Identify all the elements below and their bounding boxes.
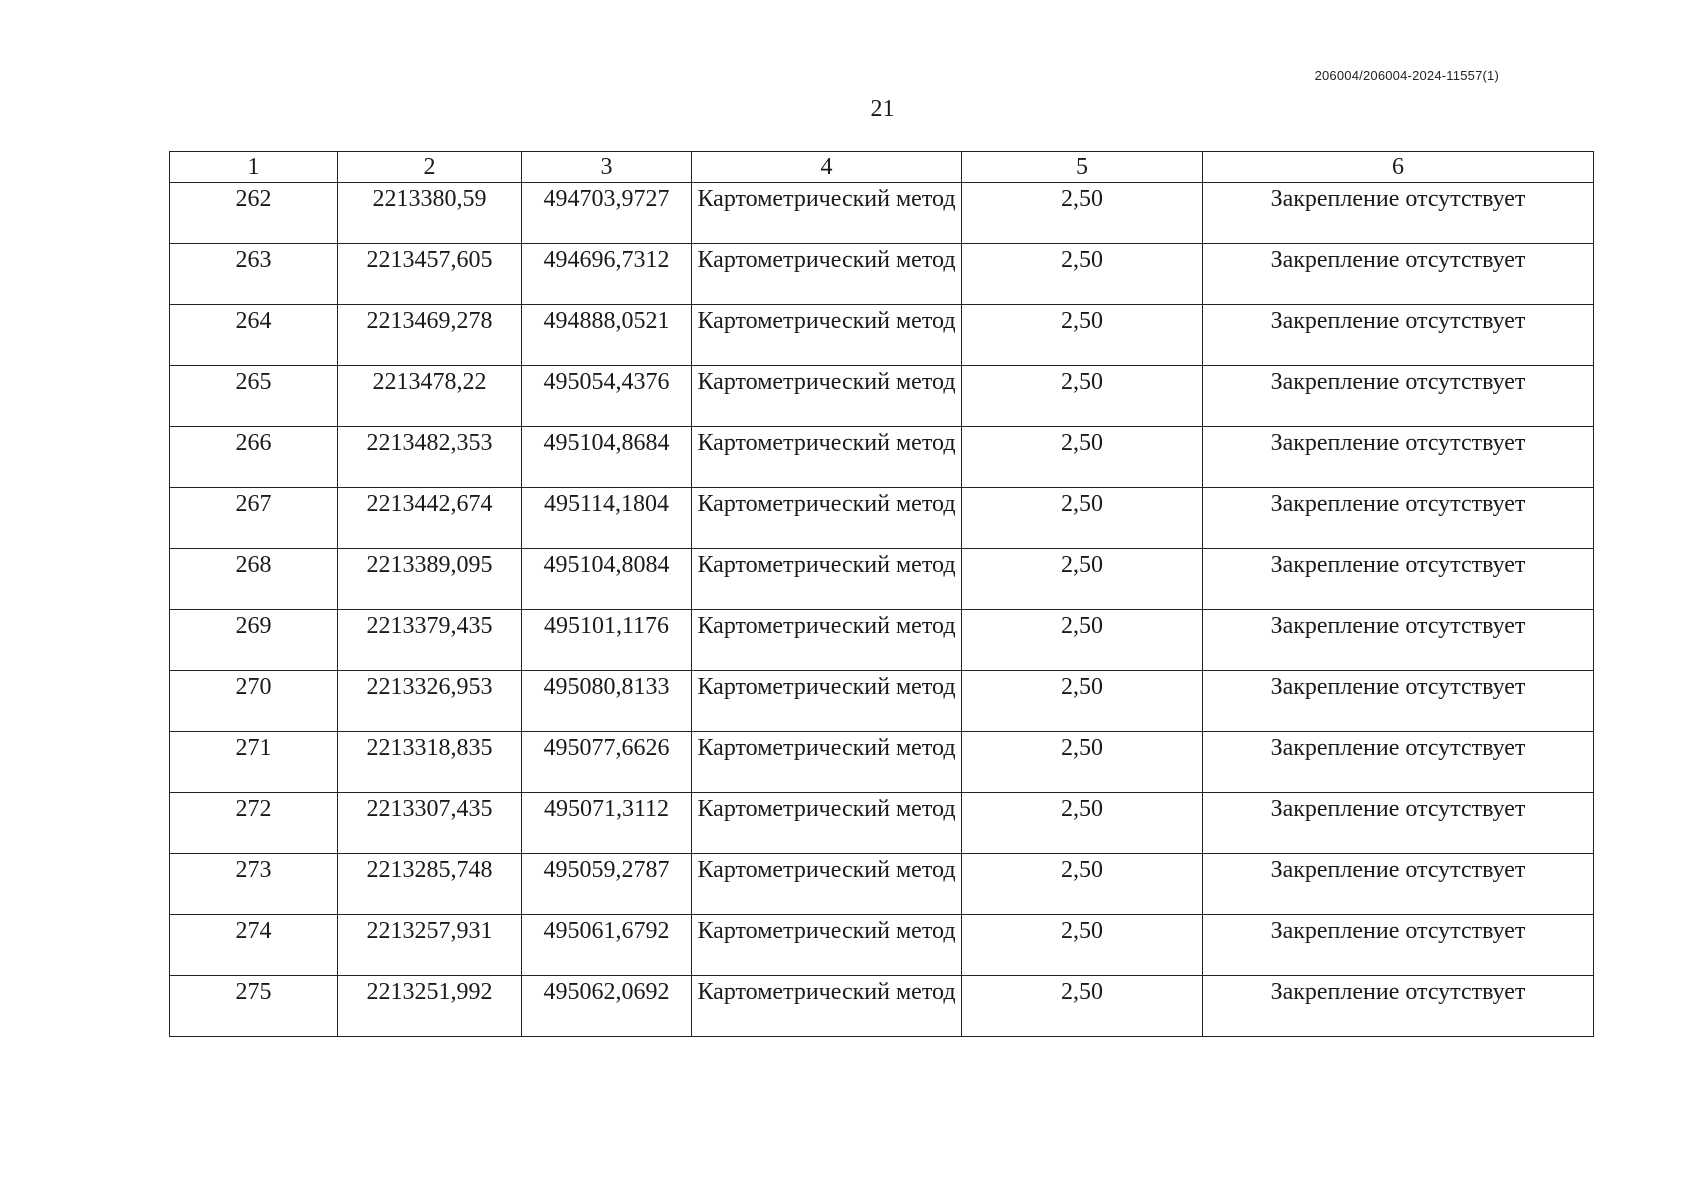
table-row (170, 854, 1594, 915)
table-row (170, 610, 1594, 671)
accuracy-cell: 2,50 (962, 915, 1203, 976)
x-coordinate-cell: 2213318,835 (338, 732, 522, 793)
fixing-description-cell: Закрепление отсутствует (1203, 976, 1594, 1037)
point-number-cell: 275 (170, 976, 338, 1037)
point-number-cell: 262 (170, 183, 338, 244)
method-cell: Картометрический метод (692, 793, 962, 854)
accuracy-cell: 2,50 (962, 244, 1203, 305)
accuracy-cell: 2,50 (962, 366, 1203, 427)
coordinates-table (169, 151, 1594, 1037)
fixing-description-cell: Закрепление отсутствует (1203, 366, 1594, 427)
column-header-3: 3 (522, 152, 692, 183)
method-cell: Картометрический метод (692, 244, 962, 305)
fixing-description-cell: Закрепление отсутствует (1203, 549, 1594, 610)
table-row (170, 488, 1594, 549)
x-coordinate-cell: 2213442,674 (338, 488, 522, 549)
y-coordinate-cell: 495054,4376 (522, 366, 692, 427)
x-coordinate-cell: 2213379,435 (338, 610, 522, 671)
y-coordinate-cell: 494888,0521 (522, 305, 692, 366)
column-header-4: 4 (692, 152, 962, 183)
table-row (170, 366, 1594, 427)
accuracy-cell: 2,50 (962, 732, 1203, 793)
y-coordinate-cell: 495104,8084 (522, 549, 692, 610)
y-coordinate-cell: 495077,6626 (522, 732, 692, 793)
column-header-2: 2 (338, 152, 522, 183)
method-cell: Картометрический метод (692, 183, 962, 244)
fixing-description-cell: Закрепление отсутствует (1203, 183, 1594, 244)
accuracy-cell: 2,50 (962, 793, 1203, 854)
table-row (170, 732, 1594, 793)
column-header-6: 6 (1203, 152, 1594, 183)
method-cell: Картометрический метод (692, 732, 962, 793)
fixing-description-cell: Закрепление отсутствует (1203, 244, 1594, 305)
point-number-cell: 273 (170, 854, 338, 915)
fixing-description-cell: Закрепление отсутствует (1203, 915, 1594, 976)
table-row (170, 976, 1594, 1037)
accuracy-cell: 2,50 (962, 488, 1203, 549)
x-coordinate-cell: 2213478,22 (338, 366, 522, 427)
x-coordinate-cell: 2213285,748 (338, 854, 522, 915)
method-cell: Картометрический метод (692, 915, 962, 976)
accuracy-cell: 2,50 (962, 854, 1203, 915)
x-coordinate-cell: 2213326,953 (338, 671, 522, 732)
accuracy-cell: 2,50 (962, 671, 1203, 732)
x-coordinate-cell: 2213482,353 (338, 427, 522, 488)
fixing-description-cell: Закрепление отсутствует (1203, 854, 1594, 915)
page-number: 21 (870, 96, 895, 122)
table-row (170, 305, 1594, 366)
point-number-cell: 265 (170, 366, 338, 427)
x-coordinate-cell: 2213389,095 (338, 549, 522, 610)
fixing-description-cell: Закрепление отсутствует (1203, 488, 1594, 549)
table-body (170, 183, 1594, 1037)
point-number-cell: 274 (170, 915, 338, 976)
table-row (170, 427, 1594, 488)
y-coordinate-cell: 495101,1176 (522, 610, 692, 671)
method-cell: Картометрический метод (692, 488, 962, 549)
method-cell: Картометрический метод (692, 610, 962, 671)
accuracy-cell: 2,50 (962, 976, 1203, 1037)
fixing-description-cell: Закрепление отсутствует (1203, 793, 1594, 854)
y-coordinate-cell: 494703,9727 (522, 183, 692, 244)
y-coordinate-cell: 495114,1804 (522, 488, 692, 549)
x-coordinate-cell: 2213457,605 (338, 244, 522, 305)
accuracy-cell: 2,50 (962, 549, 1203, 610)
fixing-description-cell: Закрепление отсутствует (1203, 427, 1594, 488)
y-coordinate-cell: 495071,3112 (522, 793, 692, 854)
method-cell: Картометрический метод (692, 671, 962, 732)
x-coordinate-cell: 2213251,992 (338, 976, 522, 1037)
fixing-description-cell: Закрепление отсутствует (1203, 671, 1594, 732)
document-id: 206004/206004-2024-11557(1) (1314, 68, 1499, 83)
accuracy-cell: 2,50 (962, 305, 1203, 366)
fixing-description-cell: Закрепление отсутствует (1203, 305, 1594, 366)
point-number-cell: 269 (170, 610, 338, 671)
fixing-description-cell: Закрепление отсутствует (1203, 732, 1594, 793)
x-coordinate-cell: 2213307,435 (338, 793, 522, 854)
table-header-row (170, 152, 1594, 183)
method-cell: Картометрический метод (692, 427, 962, 488)
table-row (170, 671, 1594, 732)
method-cell: Картометрический метод (692, 366, 962, 427)
fixing-description-cell: Закрепление отсутствует (1203, 610, 1594, 671)
x-coordinate-cell: 2213380,59 (338, 183, 522, 244)
accuracy-cell: 2,50 (962, 427, 1203, 488)
y-coordinate-cell: 495080,8133 (522, 671, 692, 732)
point-number-cell: 266 (170, 427, 338, 488)
x-coordinate-cell: 2213469,278 (338, 305, 522, 366)
column-header-1: 1 (170, 152, 338, 183)
x-coordinate-cell: 2213257,931 (338, 915, 522, 976)
point-number-cell: 272 (170, 793, 338, 854)
table-row (170, 793, 1594, 854)
point-number-cell: 263 (170, 244, 338, 305)
table-row (170, 915, 1594, 976)
column-header-5: 5 (962, 152, 1203, 183)
y-coordinate-cell: 494696,7312 (522, 244, 692, 305)
y-coordinate-cell: 495061,6792 (522, 915, 692, 976)
accuracy-cell: 2,50 (962, 610, 1203, 671)
table-row (170, 244, 1594, 305)
method-cell: Картометрический метод (692, 854, 962, 915)
method-cell: Картометрический метод (692, 976, 962, 1037)
point-number-cell: 271 (170, 732, 338, 793)
point-number-cell: 264 (170, 305, 338, 366)
table-row (170, 549, 1594, 610)
y-coordinate-cell: 495104,8684 (522, 427, 692, 488)
method-cell: Картометрический метод (692, 549, 962, 610)
table-row (170, 183, 1594, 244)
point-number-cell: 270 (170, 671, 338, 732)
y-coordinate-cell: 495059,2787 (522, 854, 692, 915)
point-number-cell: 268 (170, 549, 338, 610)
method-cell: Картометрический метод (692, 305, 962, 366)
accuracy-cell: 2,50 (962, 183, 1203, 244)
y-coordinate-cell: 495062,0692 (522, 976, 692, 1037)
point-number-cell: 267 (170, 488, 338, 549)
